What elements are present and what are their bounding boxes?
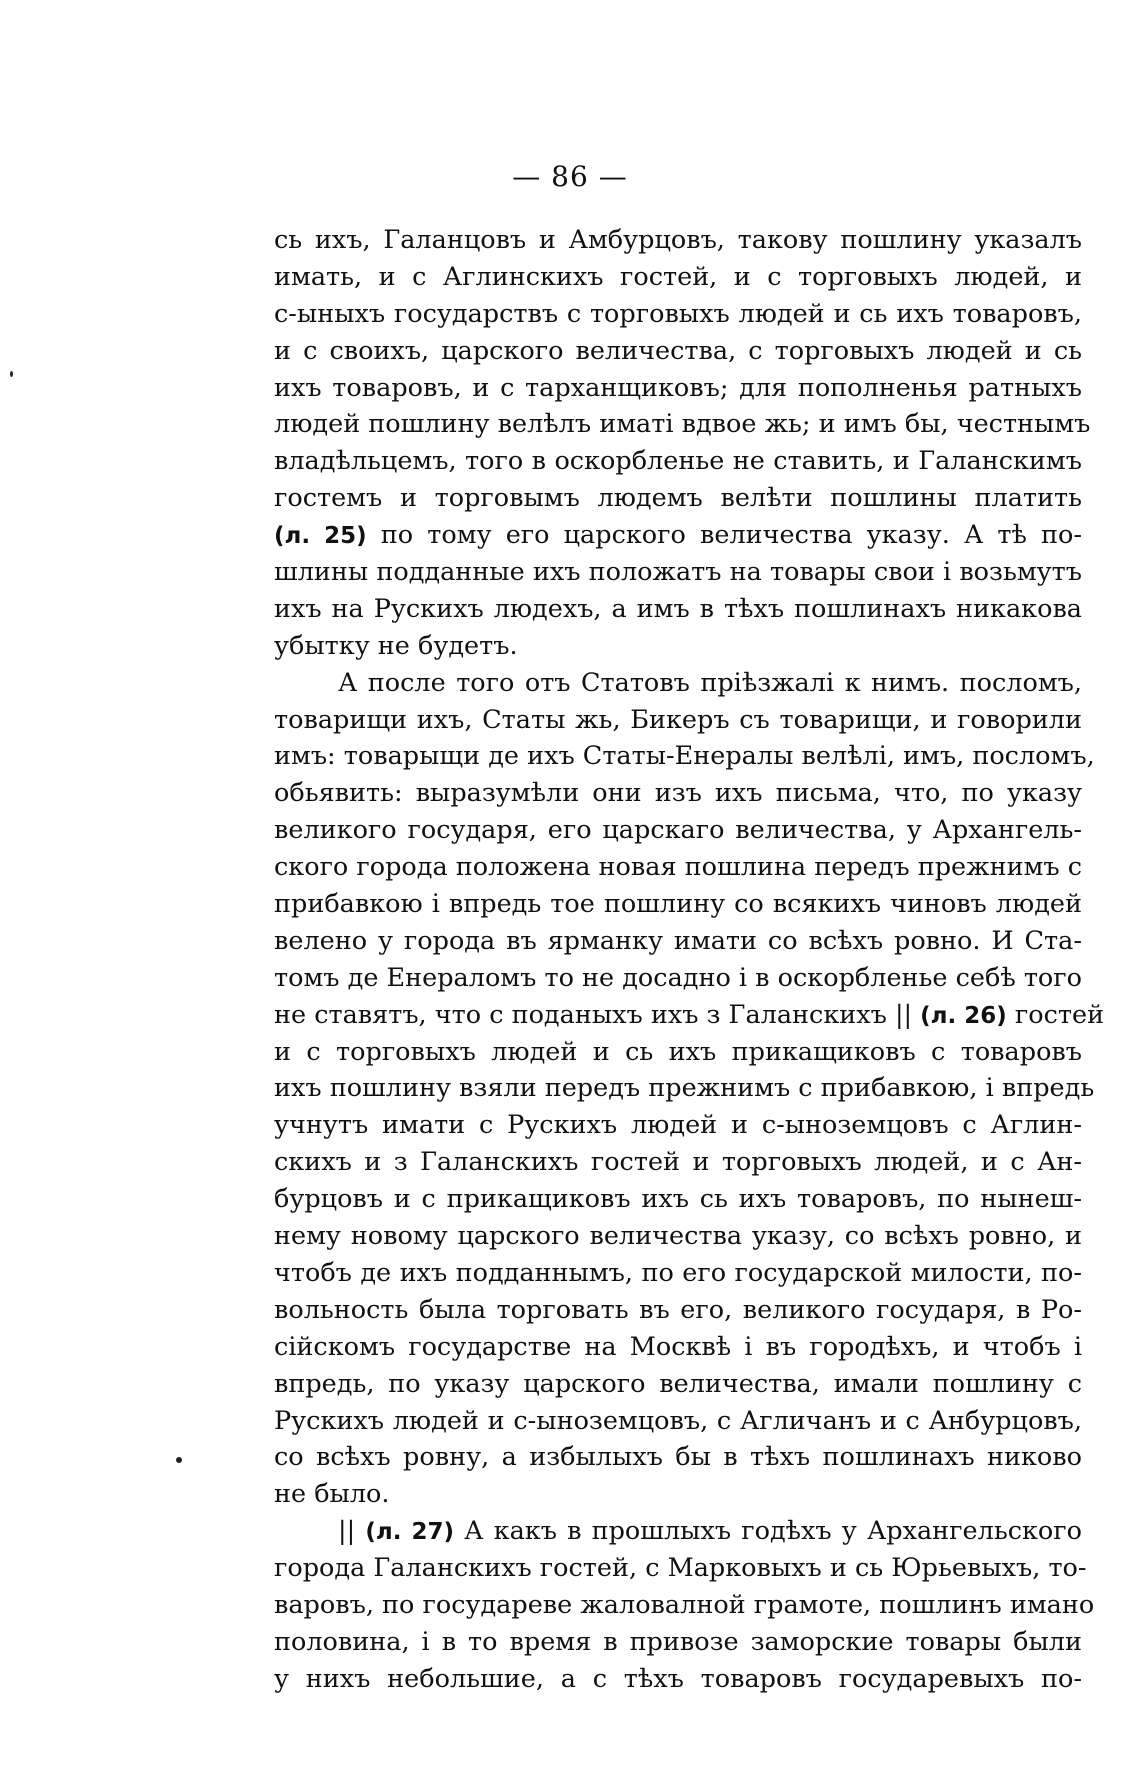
- text-line: [274, 1329, 1082, 1366]
- line-text: ||: [338, 1516, 366, 1547]
- text-line: [274, 1255, 1082, 1292]
- line-text: томъ де Енераломъ то не досадно і в оскорбленье себѣ того: [274, 962, 1082, 993]
- text-line: [274, 296, 1082, 333]
- text-line: [274, 1181, 1082, 1218]
- text-line: [274, 1144, 1082, 1181]
- margin-speck: [176, 1457, 182, 1463]
- text-line: [274, 406, 1091, 443]
- text-line: [274, 923, 1082, 960]
- paragraph: [274, 665, 1105, 1513]
- text-line: [274, 1550, 1087, 1587]
- line-text: у нихъ небольшие, а с тѣхъ товаровъ государевыхъ по-: [274, 1663, 1082, 1694]
- line-text: и с торговыхъ людей и сь ихъ прикащиковъ с товаровъ: [274, 1036, 1082, 1067]
- text-line: [274, 702, 1082, 739]
- text-line: [274, 886, 1082, 923]
- text-line: [274, 370, 1082, 407]
- text-line: [274, 1403, 1082, 1440]
- paragraph: [274, 1513, 1095, 1697]
- text-line: [274, 1107, 1082, 1144]
- text-line: [274, 554, 1082, 591]
- text-line: [274, 1218, 1082, 1255]
- text-line: [274, 333, 1082, 370]
- text-line: [274, 591, 1082, 628]
- folio-marker: (л. 27): [365, 1519, 455, 1546]
- page-number: — 86 —: [512, 160, 628, 193]
- line-text: и с своихъ, царского величества, с торговыхъ людей и сь: [274, 335, 1082, 366]
- line-text: ихъ на Рускихъ людехъ, а имъ в тѣхъ пошлинахъ никакова: [274, 593, 1082, 624]
- text-line: [274, 443, 1082, 480]
- text-line: [274, 960, 1082, 997]
- text-line: [274, 665, 1082, 702]
- line-text: нему новому царского величества указу, со всѣхъ ровно, и: [274, 1221, 1082, 1252]
- text-line: [274, 849, 1082, 886]
- line-text: с-ыныхъ государствъ с торговыхъ людей и сь ихъ товаровъ,: [274, 298, 1082, 329]
- text-line: [274, 1661, 1082, 1698]
- text-line: [274, 1476, 1082, 1513]
- text-line: [274, 1034, 1082, 1071]
- line-text: сійскомъ государстве на Москвѣ і въ городѣхъ, и чтобъ і: [274, 1331, 1082, 1362]
- line-text: имъ: товарыщи де ихъ Статы-Енералы велѣлі, имъ, посломъ,: [274, 741, 1095, 772]
- text-line: [274, 1070, 1095, 1107]
- line-text: сь ихъ, Галанцовъ и Амбурцовъ, такову пошлину указалъ: [274, 225, 1082, 255]
- line-text: А после того отъ Статовъ пріѣзжалі к нимъ. посломъ,: [338, 667, 1082, 698]
- margin-speck: [10, 371, 13, 377]
- line-text: гостей: [1006, 999, 1105, 1030]
- line-text: людей пошлину велѣлъ иматі вдвое жь; и имъ бы, честнымъ: [274, 409, 1091, 440]
- line-text: великого государя, его царскаго величества, у Архангель-: [274, 815, 1082, 846]
- folio-marker: (л. 25): [274, 523, 367, 550]
- text-line: [274, 997, 1105, 1034]
- line-text: варовъ, по государеве жаловалной грамоте, пошлинъ имано: [274, 1589, 1095, 1620]
- body-text: [274, 222, 1105, 1698]
- line-text: не было.: [274, 1479, 390, 1510]
- text-line: [274, 1513, 1082, 1550]
- line-text: велено у города въ ярманку имати со всѣхъ ровно. И Ста-: [274, 925, 1082, 956]
- line-text: шлины подданные ихъ положатъ на товары свои і возьмутъ: [274, 557, 1082, 588]
- text-line: [274, 222, 1082, 259]
- line-text: ихъ пошлину взяли передъ прежнимъ с прибавкою, і впредь: [274, 1073, 1095, 1104]
- text-line: [274, 480, 1082, 517]
- line-text: половина, і в то время в привозе заморские товары были: [274, 1626, 1082, 1657]
- line-text: обьявить: выразумѣли они изъ ихъ письма, что, по указу: [274, 778, 1082, 809]
- folio-marker: (л. 26): [912, 1002, 1007, 1029]
- line-text: ихъ товаровъ, и с тарханщиковъ; для пополненья ратныхъ: [274, 372, 1082, 403]
- line-text: чтобъ де ихъ подданнымъ, по его государской милости, по-: [274, 1257, 1082, 1288]
- line-text: вольность была торговать въ его, великого государя, в Ро-: [274, 1294, 1082, 1325]
- text-line: [274, 1587, 1095, 1624]
- line-text: владѣльцемъ, того в оскорбленье не ставить, и Галанскимъ: [274, 446, 1082, 477]
- text-line: [274, 775, 1082, 812]
- text-line: [274, 628, 1082, 665]
- line-text: города Галанскихъ гостей, с Марковыхъ и сь Юрьевыхъ, то-: [274, 1553, 1087, 1584]
- line-text: прибавкою і впредь тое пошлину со всякихъ чиновъ людей: [274, 889, 1082, 920]
- text-line: [274, 1624, 1082, 1661]
- text-line: [274, 1439, 1082, 1476]
- line-text: со всѣхъ ровну, а избылыхъ бы в тѣхъ пошлинахъ никово: [274, 1442, 1082, 1473]
- line-text: бурцовъ и с прикащиковъ ихъ сь ихъ товаровъ, по нынеш-: [274, 1184, 1082, 1215]
- line-text: убытку не будетъ.: [274, 630, 518, 661]
- line-text: скихъ и з Галанскихъ гостей и торговыхъ людей, и с Ан-: [274, 1147, 1082, 1178]
- text-line: [274, 259, 1082, 296]
- line-text: имать, и с Аглинскихъ гостей, и с торговыхъ людей, и: [274, 261, 1082, 292]
- line-text: гостемъ и торговымъ людемъ велѣти пошлины платить: [274, 483, 1082, 514]
- text-line: [274, 812, 1082, 849]
- text-line: [274, 517, 1082, 554]
- line-text: ского города положена новая пошлина передъ прежнимъ с: [274, 852, 1083, 883]
- paragraph: [274, 222, 1091, 665]
- line-text: товарищи ихъ, Статы жь, Бикеръ съ товарищи, и говорили: [274, 704, 1082, 735]
- text-line: [274, 1292, 1082, 1329]
- line-text: А какъ в прошлыхъ годѣхъ у Архангельского: [454, 1516, 1082, 1547]
- text-line: [274, 738, 1095, 775]
- line-text: по тому его царского величества указу. А тѣ по-: [366, 520, 1082, 551]
- line-text: Рускихъ людей и с-ыноземцовъ, с Агличанъ и с Анбурцовъ,: [274, 1405, 1082, 1436]
- text-line: [274, 1366, 1082, 1403]
- line-text: впредь, по указу царского величества, имали пошлину с: [274, 1368, 1082, 1399]
- line-text: учнутъ имати с Рускихъ людей и с-ыноземцовъ с Аглин-: [274, 1110, 1082, 1141]
- line-text: не ставятъ, что с поданыхъ ихъ з Галанскихъ ||: [274, 999, 913, 1030]
